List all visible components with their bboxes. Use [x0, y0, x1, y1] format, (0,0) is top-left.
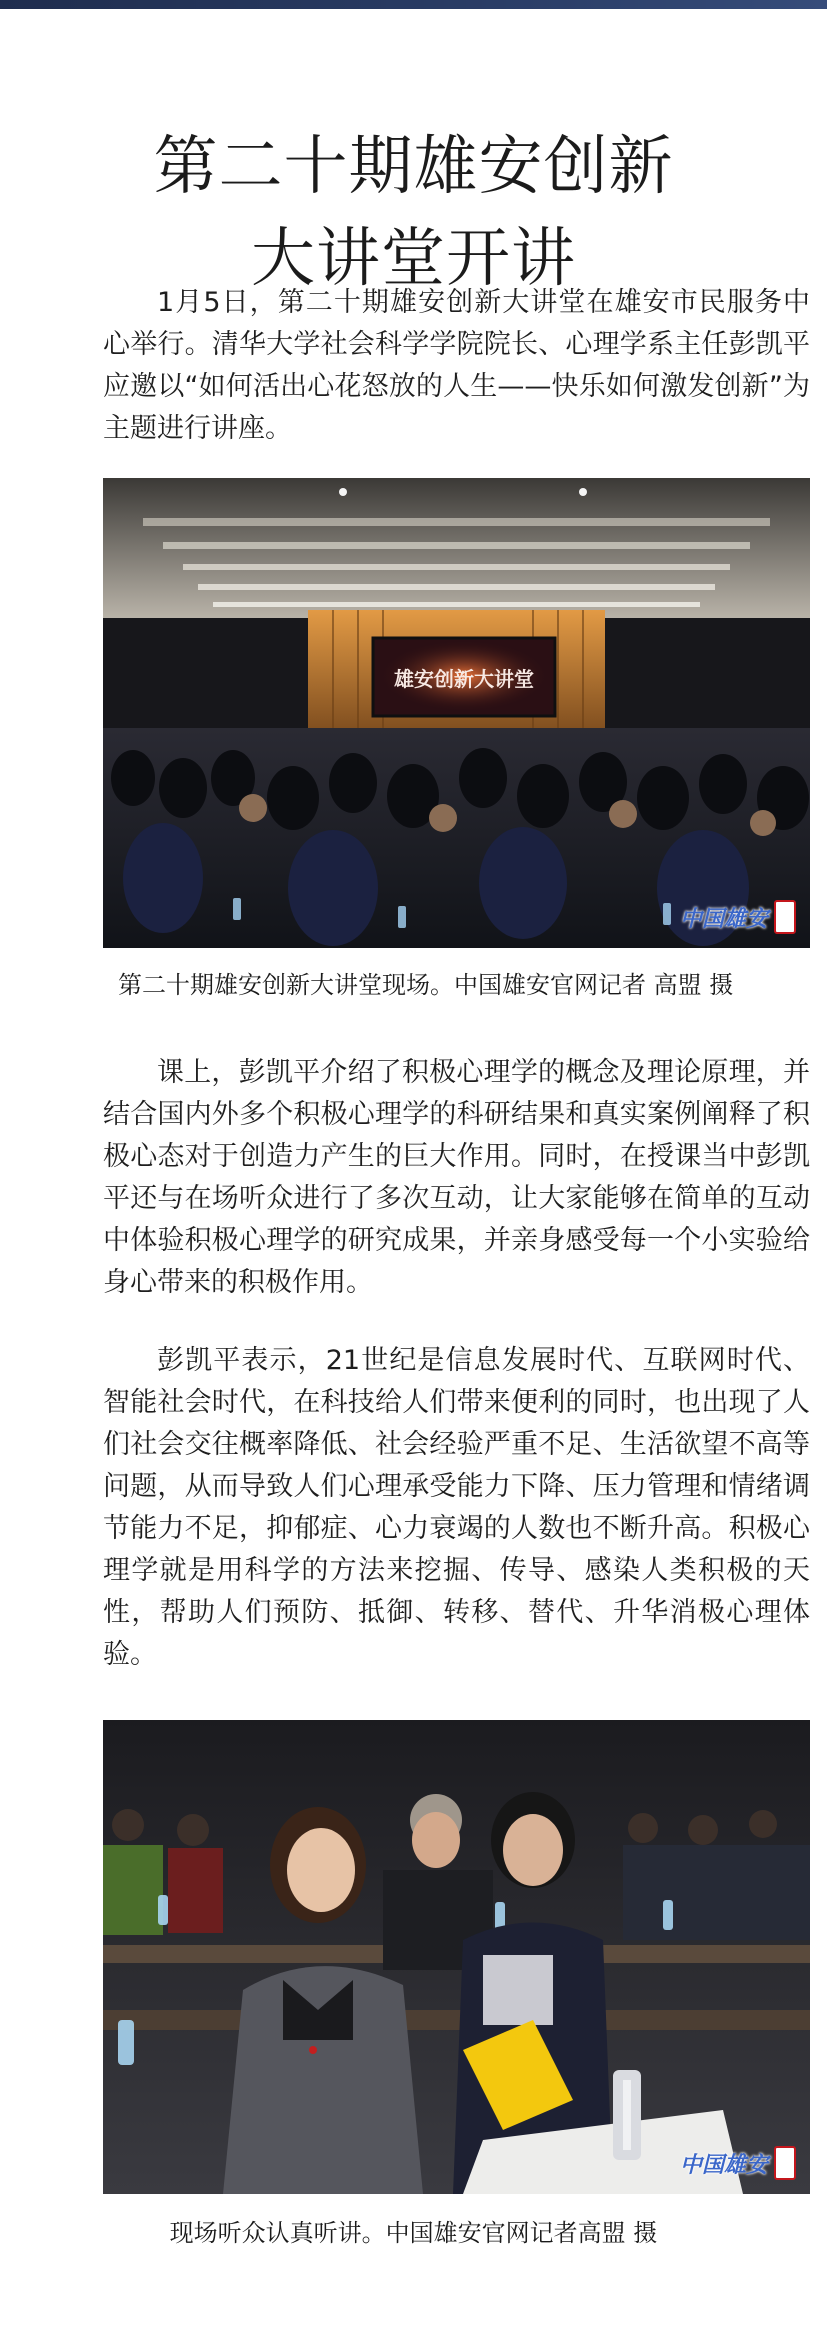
watermark-text: 中国雄安 [679, 2151, 768, 2178]
body-paragraph-1: 课上，彭凯平介绍了积极心理学的概念及理论原理，并结合国内外多个积极心理学的科研结果和真实案例阐释了积极心态对于创造力产生的巨大作用。同时，在授课当中彭凯平还与在场听众进行了多次互动，让大家能够在简单的互动中体验积极心理学的研究成果，并亲身感受每一个小实验给身心带来的积极作用。 [103, 1057, 810, 1298]
screen-text: 雄安创新大讲堂 [394, 667, 534, 691]
article-title [0, 121, 827, 305]
photo2-watermark [680, 2146, 796, 2180]
seal-icon [774, 900, 796, 934]
audience-photo [103, 1720, 810, 2194]
lecture-hall-illustration [103, 478, 810, 948]
body-paragraph-2: 彭凯平表示，21世纪是信息发展时代、互联网时代、智能社会时代，在科技给人们带来便利的同时，也出现了人们社会交往概率降低、社会经验严重不足、生活欲望不高等问题，从而导致人们心理承受能力下降、压力管理和情绪调节能力不足，抑郁症、心力衰竭的人数也不断升高。积极心理学就是用科学的方法来挖掘、传导、感染人类积极的天性，帮助人们预防、抵御、转移、替代、升华消极心理体验。 [103, 1345, 810, 1670]
watermark-text: 中国雄安 [679, 905, 768, 932]
intro-paragraph: 1月5日，第二十期雄安创新大讲堂在雄安市民服务中心举行。清华大学社会科学学院院长、心理学系主任彭凯平应邀以“如何活出心花怒放的人生——快乐如何激发创新”为主题进行讲座。 [103, 287, 810, 444]
seal-icon [774, 2146, 796, 2180]
lecture-hall-photo [103, 478, 810, 948]
audience-illustration [103, 1720, 810, 2194]
top-accent-bar [0, 0, 827, 9]
title-line-2: 大讲堂开讲 [251, 221, 576, 296]
photo2-caption: 现场听众认真听讲。中国雄安官网记者高盟 摄 [169, 2219, 658, 2247]
photo1-caption: 第二十期雄安创新大讲堂现场。中国雄安官网记者 高盟 摄 [118, 971, 734, 999]
photo1-watermark [680, 900, 796, 934]
title-line-1: 第二十期雄安创新 [153, 129, 674, 204]
